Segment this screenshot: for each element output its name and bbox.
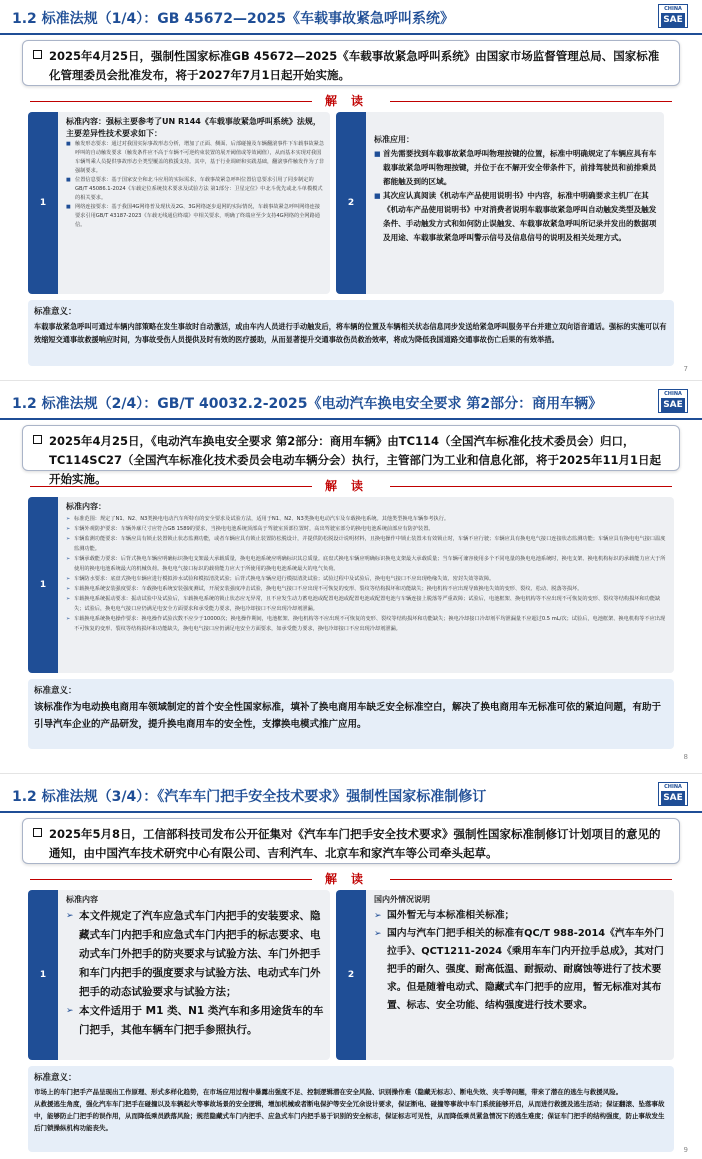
page-number: 8 bbox=[683, 753, 688, 761]
slide-separator bbox=[0, 773, 702, 774]
content-panel-1 bbox=[28, 112, 330, 294]
panel-number: 2 bbox=[336, 890, 366, 1060]
page-number: 9 bbox=[683, 1146, 688, 1154]
list-item: ➢ 车辆监测功能要求：车辆应具有锁止装置锁止状态监测功能，或者车辆应具有锁止装置防松脱设计，并提供防松脱设计说明材料，且换电操作中锁止装置未有效锁止时，车辆不应行驶；车辆应具有换电电气接口连接状态监测功能；车辆应具有换电电气接口温度监测功能。 bbox=[66, 534, 668, 554]
jiedu-divider: 解读 bbox=[30, 479, 672, 493]
china-sae-logo: CHINA SAE bbox=[658, 389, 688, 413]
lead-text: 2025年4月25日，《电动汽车换电安全要求 第2部分：商用车辆》由TC114（全国汽车标准化技术委员会）归口，TC114SC27（全国汽车标准化技术委员会电动车辆分会）执行，主管部门为工业和信息化部，将于2025年11月1日起开始实施。 bbox=[49, 434, 662, 486]
meaning-text: 该标准作为电动换电商用车领域制定的首个安全性国家标准，填补了换电商用车缺乏安全标准空白，解决了换电商用车无标准可依的紧迫问题，有助于引导汽车企业的产品研发，提升换电商用车的安全性，支撑换电模式推广应用。 bbox=[34, 702, 662, 730]
list-item: ■ 其次应认真阅读《机动车产品使用说明书》中内容，标准中明确要求主机厂在其《机动车产品使用说明书》中对消费者说明车载事故紧急呼叫自动触发类型及触发条件、手动触发方式和如何防止误触发、车载事故紧急呼叫所记录并发出的数据项及用途、车载事故紧急呼叫警示信号及信息信号的说明及相关处理方式。 bbox=[374, 189, 658, 245]
checkbox-square-icon bbox=[33, 435, 42, 444]
meaning-heading: 标准意义： bbox=[34, 307, 77, 317]
china-sae-logo: CHINA SAE bbox=[658, 4, 688, 28]
list-item: ➢ 本文件适用于 M1 类、N1 类汽车和多用途货车的车门把手，其他车辆车门把手参照执行。 bbox=[66, 1002, 324, 1040]
panel-heading: 国内外情况说明 bbox=[374, 895, 430, 904]
lead-text: 2025年4月25日，强制性国家标准GB 45672—2025《车载事故紧急呼叫系统》由国家市场监督管理总局、国家标准化管理委员会批准发布，将于2027年7月1日起开始实施。 bbox=[49, 49, 660, 82]
list-item: ➢ 本文件规定了汽车应急式车门内把手的安装要求、隐藏式车门内把手和应急式车门内把手的标志要求、电动式车门外把手的防夹要求与试验方法、车门外把手和车门内把手的强度要求与试验方法、电动式车门外把手的动态试验要求与试验方法； bbox=[66, 907, 324, 1002]
content-list bbox=[66, 907, 324, 1040]
content-panel-1 bbox=[28, 497, 674, 673]
situation-list bbox=[374, 907, 668, 1015]
slide-title: 1.2 标准法规（3/4）：《汽车车门把手安全技术要求》强制性国家标准制修订 bbox=[12, 789, 487, 805]
application-list bbox=[374, 147, 658, 245]
content-panel-1 bbox=[28, 890, 330, 1060]
title-rule bbox=[0, 33, 702, 35]
list-item: ➢ 标准范围：规定了N1、N2、N3类换电电动汽车所特有的安全要求及试验方法，适用于N1、N2、N3类换电电动汽车及车载换电系统。其他类型换电车辆参考执行。 bbox=[66, 514, 668, 524]
slide-2 bbox=[0, 385, 702, 770]
panel-number: 1 bbox=[28, 890, 58, 1060]
list-item: ■ 位置信息要求：基于国家安全和北斗应用的实际需求，车载事故紧急呼叫位置信息要求引用了同步制定的GB/T 45086.1-2024《车载定位系统技术要求及试验方法 第1部分：卫星定位》中北斗优先或北斗单模模式的相关要求。 bbox=[66, 176, 324, 203]
list-item: ■ 首先需要找到车载事故紧急呼叫物理按键的位置，标准中明确规定了车辆应具有车载事故紧急呼叫物理按键，并位于在不解开安全带条件下，前排驾驶员和前排乘员都能触及到的区域。 bbox=[374, 147, 658, 189]
title-rule bbox=[0, 418, 702, 420]
slide-separator bbox=[0, 380, 702, 381]
meaning-box bbox=[28, 1066, 674, 1152]
list-item: ➢ 车载换电系统换电操作要求：换电操作试验次数不应少于10000次；换电操作期间，电池框架、换电机构等不应出现不可恢复的变形、裂纹等结构损坏和功能缺失；换电冷却接口冷却剂平均泄漏量不应超过0.5 mL/次；试验后，电池框架、换电机构等不应出现不可恢复的变形、裂纹等结构损坏和功能缺失，换电电气接口应仍满足电安全方面要求，如承受能力要求，换电冷却接口不应出现冷却剂泄漏。 bbox=[66, 614, 668, 634]
meaning-text-2: 从救援逃生角度，强化汽车车门把手在碰撞以及车辆起火等事故场景的安全逻辑，增加机械或者断电保护等安全冗余设计要求，保证断电、碰撞等事故中车门系统能够开启，从而进行救援及逃生活动；保证翻滚、坠落事故中，能够防止门把手的误作用，从而降低乘员跌落风险；规范隐藏式车门内把手、应急式车门内把手易于识别的安全标志，保证标志可见性，从而降低乘员紧急情况下的逃生难度；保证车门把手的结构强度，防止事故发生后门锁操纵机构功能丧失。 bbox=[34, 1100, 665, 1132]
panel-heading: 标准内容：强标主要参考了UN R144《车载事故紧急呼叫系统》法规，主要差异性技术要求如下： bbox=[66, 117, 321, 138]
list-item: ■ 触发形态要求：通过对我国实际事故形态分析，增加了正面、侧面、后部碰撞及车辆翻滚事件下车载事故紧急呼叫的自动触发要求（触发条件应不高于车辆不可逆约束装置的展开阈值或等效阈值），从而基本实现对我国车辆驾乘人员提供事故形态全类型覆盖的救援支持。其中，基于行业调研和实践基础，翻滚事件触发作为了非强制要求。 bbox=[66, 140, 324, 176]
list-item: ➢ 车辆外观防护要求：车辆外廓尺寸应符合GB 1589的要求，当换电电池系统顶部高于驾驶室顶部位置时，高出驾驶室部分的换电电池系统前部应有防护装置。 bbox=[66, 524, 668, 534]
page-number: 7 bbox=[683, 365, 688, 373]
panel-heading: 标准应用： bbox=[374, 135, 414, 144]
list-item: ➢ 车载换电系统安装强度要求：车载换电系统安装强度测试，开展安装强度冲击试验，换电电气接口不应出现不可恢复的变形、裂纹等结构损坏和功能缺失；换电机构不应出现导致换电失效的变形、裂纹、松动、脱落等损坏。 bbox=[66, 584, 668, 594]
list-item: ➢ 国外暂无与本标准相关标准； bbox=[374, 907, 668, 925]
title-rule bbox=[0, 811, 702, 813]
meaning-heading: 标准意义： bbox=[34, 686, 77, 696]
content-panel-2 bbox=[336, 890, 674, 1060]
jiedu-divider: 解读 bbox=[30, 94, 672, 108]
china-sae-logo: CHINA SAE bbox=[658, 782, 688, 806]
list-item: ➢ 车辆承载能力要求：后背式换电车辆应明确标识换电支架最大承载质量，换电电池系统应明确标识其总质量。底盘式换电车辆应明确标识换电支架最大承载质量；当车辆可兼容使用多个不同电量的换电电池系统时，换电支架、换电机构标识的承载能力应大于所使用的换电电池系统最大的机械负荷。换电电气接口标识的载荷能力应大于所使用的换电电池系统最大的电气负荷。 bbox=[66, 554, 668, 574]
panel-number: 1 bbox=[28, 497, 58, 673]
jiedu-divider: 解读 bbox=[30, 872, 672, 886]
list-item: ➢ 国内与汽车门把手相关的标准有QC/T 988-2014《汽车车外门拉手》、QCT1211-2024《乘用车车门内开拉手总成》，其对门把手的耐久、强度、耐高低温、耐振动、耐腐蚀等进行了技术要求。但是随着电动式、隐藏式车门把手的应用，暂无标准对其布置、标志、安全功能、结构强度进行技术要求。 bbox=[374, 925, 668, 1015]
lead-box bbox=[22, 818, 680, 864]
slide-title: 1.2 标准法规（2/4）：GB/T 40032.2-2025《电动汽车换电安全要求 第2部分：商用车辆》 bbox=[12, 396, 603, 412]
list-item: ■ 网络连接要求：基于我国4G网络普及现状及2G、3G网络逐步退网的实际情况，车载事故紧急呼叫网络连接要求引用GB/T 43187-2023《车载无线通信终端》中相关要求，明确了终端应至少支持4G网络的全网路通信。 bbox=[66, 203, 324, 230]
panel-number: 1 bbox=[28, 112, 58, 294]
panel-heading: 标准内容 bbox=[66, 895, 98, 904]
meaning-box bbox=[28, 679, 674, 749]
meaning-heading: 标准意义： bbox=[34, 1073, 77, 1083]
slide-1 bbox=[0, 0, 702, 378]
meaning-text: 车载事故紧急呼叫可通过车辆内部策略在发生事故时自动激活，或由车内人员进行手动触发后，将车辆的位置及车辆相关状态信息同步发送给紧急呼叫服务平台并建立双向语音通话。强标的实施可以有效缩短交通事故救援响应时间，为事故受伤人员提供及时有效的医疗援助，从而显著提升交通事故伤员救治效率，将成为降低我国道路交通事故伤亡后果的有效举措。 bbox=[34, 322, 667, 344]
list-item: ➢ 车辆防水要求：底盘式换电车辆应进行模拟涉水试验和模拟清洗试验；后背式换电车辆应进行模拟清洗试验；试验过程中及试验后，换电电气接口不应出现绝缘失效、密封失效等故障。 bbox=[66, 574, 668, 584]
slide-title: 1.2 标准法规（1/4）：GB 45672—2025《车载事故紧急呼叫系统》 bbox=[12, 11, 454, 27]
lead-box bbox=[22, 40, 680, 86]
checkbox-square-icon bbox=[33, 828, 42, 837]
panel-heading: 标准内容： bbox=[66, 502, 106, 511]
list-item: ➢ 车载换电系统振动要求：振动试验中及试验后，车载换电系统的锁止状态应无异常，且不应发生动力蓄电池或配置电池或配置电池或配置电池与车辆连接上脱落等严重故障；试验后，电池框架、换电机构等不应出现不可恢复的变形、裂纹等结构损坏和功能缺失；试验后，换电电气接口应仍满足电安全方面要求和承受能力要求，换电冷却接口不应出现冷却剂泄漏。 bbox=[66, 594, 668, 614]
slide-3 bbox=[0, 778, 702, 1159]
panel-number: 2 bbox=[336, 112, 366, 294]
checkbox-square-icon bbox=[33, 50, 42, 59]
content-list bbox=[66, 140, 324, 230]
content-panel-2 bbox=[336, 112, 664, 294]
meaning-text-1: 市场上的车门把手产品呈现出工作原理、形式多样化趋势，在市场应用过程中暴露出强度不足、控制逻辑潜在安全风险、识别操作难（隐藏无标志）、断电失效、夹手等问题，带来了潜在的逃生与救援风险。 bbox=[34, 1088, 623, 1096]
meaning-box bbox=[28, 300, 674, 366]
lead-text: 2025年5月8日，工信部科技司发布公开征集对《汽车车门把手安全技术要求》强制性国家标准制修订计划项目的意见的通知，由中国汽车技术研究中心有限公司、吉利汽车、北京车和家汽车等公司牵头起草。 bbox=[49, 827, 661, 860]
content-list bbox=[66, 514, 668, 634]
